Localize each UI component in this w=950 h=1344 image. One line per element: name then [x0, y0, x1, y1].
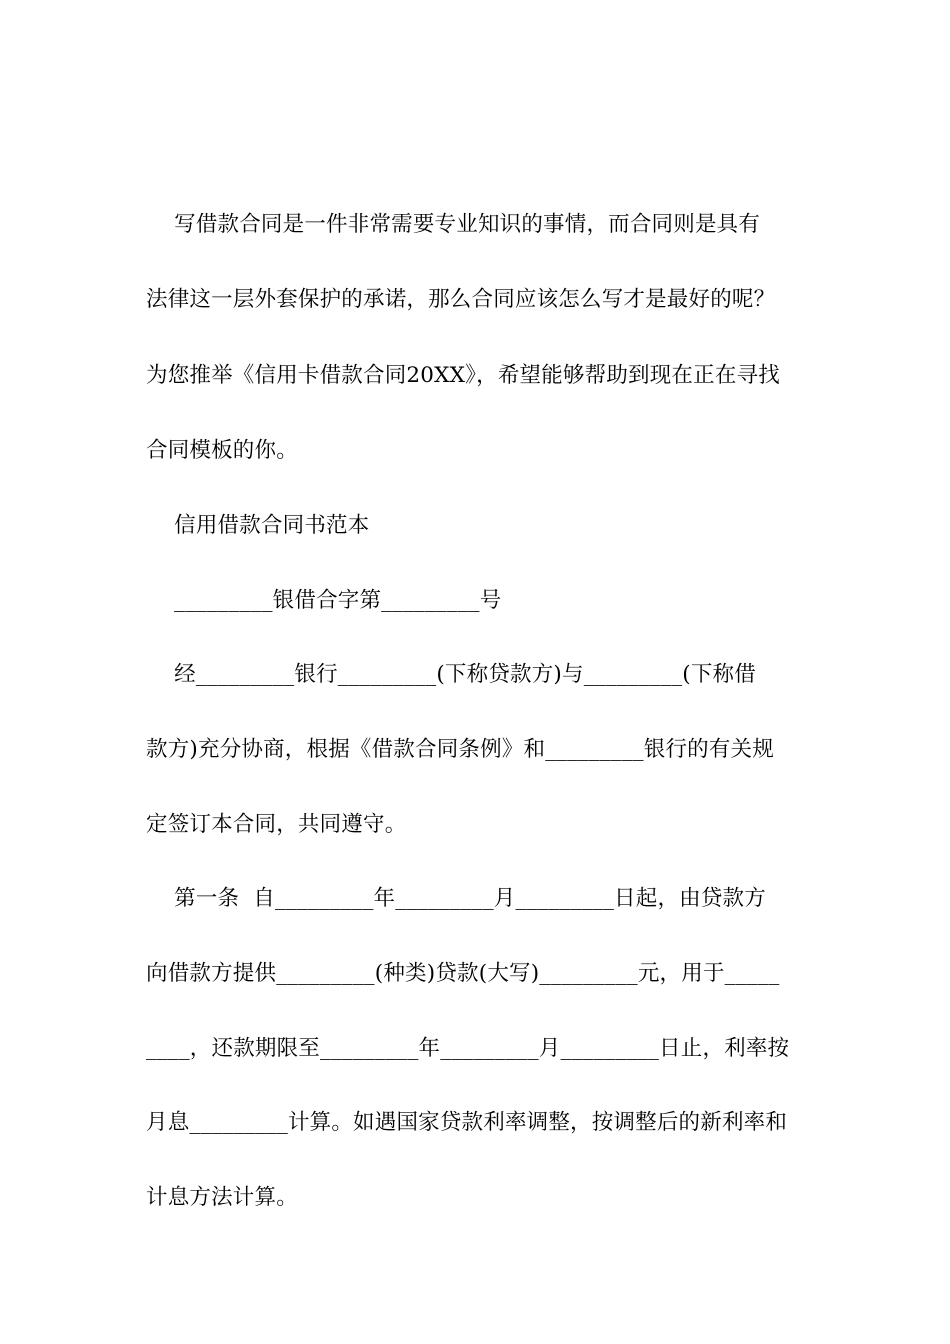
intro-line-1: 写借款合同是一件非常需要专业知识的事情，而合同则是具有: [146, 212, 761, 237]
preamble-line-2: 款方)充分协商，根据《借款合同条例》和_________银行的有关规: [146, 737, 774, 762]
article-1-line-5: 计息方法计算。: [146, 1185, 298, 1210]
intro-line-4: 合同模板的你。: [146, 438, 298, 463]
article-1-line-3: ____，还款期限至_________年_________月_________日止，利率按: [146, 1036, 790, 1061]
article-1-line-1: 第一条 自_________年_________月_________日起，由贷款方: [146, 886, 766, 911]
preamble-line-1: 经_________银行_________(下称贷款方)与_________(下称借: [146, 662, 756, 687]
preamble-line-3: 定签订本合同，共同遵守。: [146, 812, 407, 837]
intro-line-2: 法律这一层外套保护的承诺，那么合同应该怎么写才是最好的呢？: [146, 287, 776, 312]
contract-number-line: _________银借合字第_________号: [146, 588, 502, 613]
intro-line-3: 为您推举《信用卡借款合同20XX》，希望能够帮助到现在正在寻找: [146, 363, 780, 388]
contract-title: 信用借款合同书范本: [146, 513, 370, 538]
article-1-line-2: 向借款方提供_________(种类)贷款(大写)_________元，用于_____: [146, 961, 780, 986]
article-1-line-4: 月息_________计算。如遇国家贷款利率调整，按调整后的新利率和: [146, 1110, 788, 1135]
